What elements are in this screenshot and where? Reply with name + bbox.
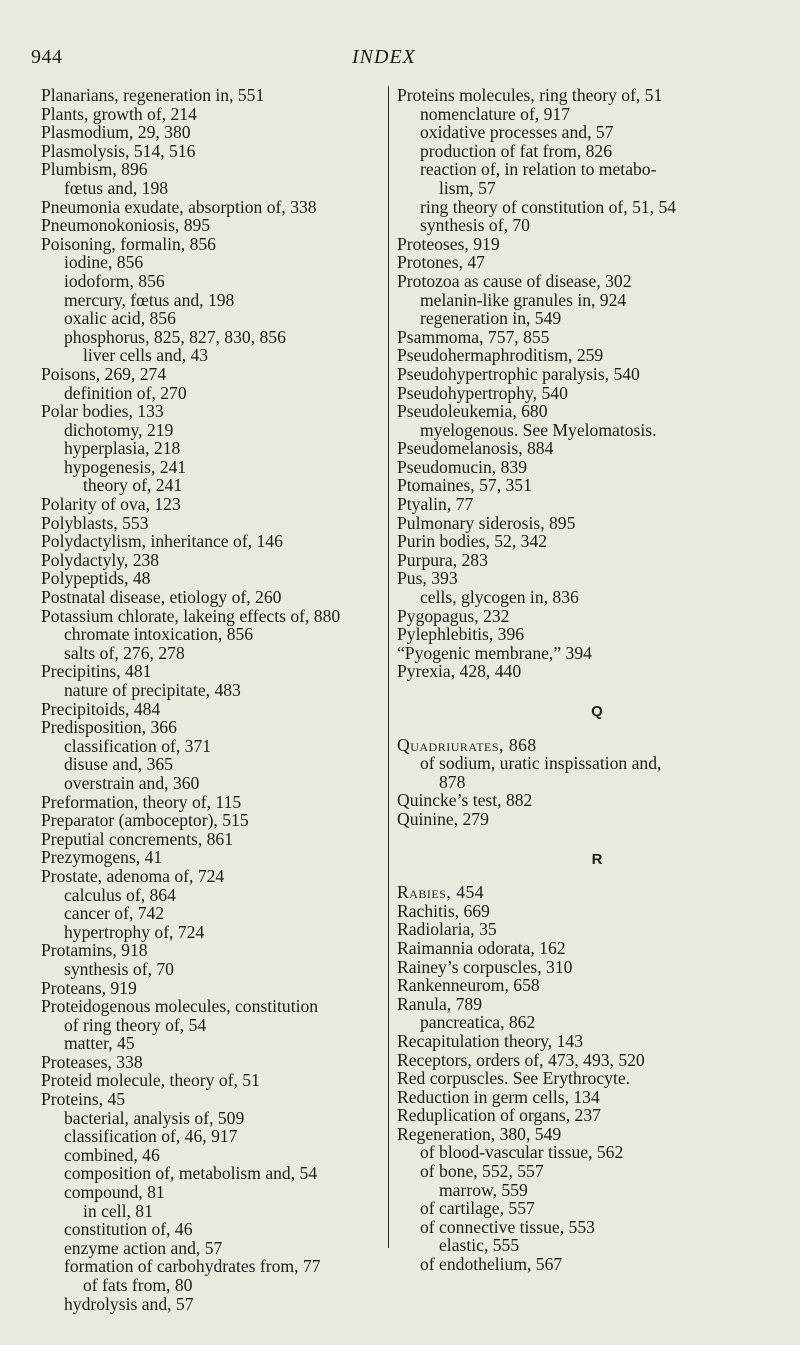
index-entry: Pseudoleukemia, 680	[397, 401, 548, 422]
running-head: INDEX	[352, 46, 416, 68]
index-entry: Precipitins, 481	[41, 661, 152, 682]
index-entry: Quincke’s test, 882	[397, 790, 533, 811]
index-entry: Proteases, 338	[41, 1051, 143, 1072]
index-entry: Poisons, 269, 274	[41, 363, 167, 384]
index-entry: Rainey’s corpuscles, 310	[397, 956, 573, 977]
index-entry: dichotomy, 219	[64, 419, 174, 440]
section-letter-r: R	[591, 850, 603, 868]
index-entry: Prostate, adenoma of, 724	[41, 865, 225, 886]
index-entry: of endothelium, 567	[420, 1254, 563, 1275]
index-entry: Pyrexia, 428, 440	[397, 661, 522, 682]
index-entry: classification of, 371	[64, 735, 212, 756]
index-entry: Polyblasts, 553	[41, 512, 149, 533]
index-entry: Preputial concrements, 861	[41, 828, 234, 849]
index-entry: nomenclature of, 917	[420, 103, 570, 124]
index-entry: Recapitulation theory, 143	[397, 1030, 583, 1051]
index-entry: Protones, 47	[397, 252, 485, 273]
index-entry: Predisposition, 366	[41, 717, 177, 738]
right-column	[397, 86, 797, 1274]
index-entry: reaction of, in relation to metabo-	[420, 159, 657, 180]
index-entry: marrow, 559	[439, 1179, 528, 1200]
index-entry: cancer of, 742	[64, 903, 165, 924]
index-entry: in cell, 81	[83, 1200, 153, 1221]
index-entry: cells, glycogen in, 836	[420, 587, 579, 608]
index-entry: Proteoses, 919	[397, 233, 500, 254]
index-entry: Pseudohermaphroditism, 259	[397, 345, 604, 366]
index-entry: hypertrophy of, 724	[64, 921, 205, 942]
index-entry: definition of, 270	[64, 382, 187, 403]
index-entry: Rabies, 454	[397, 882, 485, 903]
index-entry: Pseudomelanosis, 884	[397, 438, 554, 459]
index-entry: phosphorus, 825, 827, 830, 856	[64, 326, 286, 347]
index-entry: Quadriurates, 868	[397, 734, 537, 755]
index-entry: ring theory of constitution of, 51, 54	[420, 196, 677, 217]
index-entry: hypogenesis, 241	[64, 456, 187, 477]
index-entry: composition of, metabolism and, 54	[64, 1163, 318, 1184]
index-entry: classification of, 46, 917	[64, 1126, 238, 1147]
index-entry: of ring theory of, 54	[64, 1014, 207, 1035]
index-entry: regeneration in, 549	[420, 308, 562, 329]
index-entry: Proteins, 45	[41, 1089, 126, 1110]
index-entry: myelogenous. See Myelomatosis.	[420, 419, 657, 440]
index-entry: Ranula, 789	[397, 993, 483, 1014]
page-number: 944	[31, 46, 63, 68]
index-entry: constitution of, 46	[64, 1219, 193, 1240]
index-entry: Proteans, 919	[41, 977, 137, 998]
index-entry: Proteins molecules, ring theory of, 51	[397, 85, 663, 105]
index-entry: Plasmolysis, 514, 516	[41, 140, 196, 161]
p-entries	[397, 86, 797, 681]
index-entry: Reduction in germ cells, 134	[397, 1086, 600, 1107]
index-entry: combined, 46	[64, 1144, 160, 1165]
index-entry: oxalic acid, 856	[64, 308, 176, 329]
index-entry: Rachitis, 669	[397, 900, 490, 921]
index-entry: Red corpuscles. See Erythrocyte.	[397, 1068, 631, 1089]
index-entry: Protozoa as cause of disease, 302	[397, 270, 632, 291]
index-entry: Prezymogens, 41	[41, 847, 163, 868]
index-entry: Pneumonia exudate, absorption of, 338	[41, 196, 317, 217]
index-entry: Purin bodies, 52, 342	[397, 531, 548, 552]
index-entry: of bone, 552, 557	[420, 1161, 544, 1182]
index-entry: Preformation, theory of, 115	[41, 791, 242, 812]
index-entry: mercury, fœtus and, 198	[64, 289, 235, 310]
index-entry: Postnatal disease, etiology of, 260	[41, 587, 282, 608]
index-entry: Raimannia odorata, 162	[397, 937, 566, 958]
index-entry: Polydactyly, 238	[41, 549, 160, 570]
index-entry: Quinine, 279	[397, 808, 489, 829]
index-entry: Polarity of ova, 123	[41, 494, 181, 515]
index-entry: disuse and, 365	[64, 754, 173, 775]
index-entry: Pus, 393	[397, 568, 458, 589]
index-entry: Receptors, orders of, 473, 493, 520	[397, 1049, 645, 1070]
index-entry: Reduplication of organs, 237	[397, 1105, 601, 1126]
index-entry: production of fat from, 826	[420, 140, 613, 161]
index-entry: Ptyalin, 77	[397, 494, 474, 515]
index-entry: of blood-vascular tissue, 562	[420, 1142, 624, 1163]
index-entry: of connective tissue, 553	[420, 1216, 595, 1237]
index-entry: enzyme action and, 57	[64, 1237, 223, 1258]
index-entry: Rankenneurom, 658	[397, 975, 540, 996]
index-entry: lism, 57	[439, 177, 496, 198]
index-entry: formation of carbohydrates from, 77	[64, 1256, 321, 1277]
index-entry: Ptomaines, 57, 351	[397, 475, 532, 496]
index-entry: Pseudohypertrophic paralysis, 540	[397, 363, 640, 384]
index-entry: nature of precipitate, 483	[64, 680, 241, 700]
q-entries	[397, 736, 797, 829]
index-entry: Pulmonary siderosis, 895	[397, 512, 576, 533]
index-entry: Preparator (amboceptor), 515	[41, 810, 249, 831]
index-entry: Planarians, regeneration in, 551	[41, 85, 265, 105]
left-column	[41, 86, 391, 1313]
index-entry: melanin-like granules in, 924	[420, 289, 627, 310]
index-entry: Psammoma, 757, 855	[397, 326, 550, 347]
index-entry: 878	[439, 771, 466, 792]
index-entry: elastic, 555	[439, 1235, 520, 1256]
index-entry: Pseudohypertrophy, 540	[397, 382, 568, 403]
index-entry: iodoform, 856	[64, 270, 165, 291]
index-entry: Radiolaria, 35	[397, 919, 497, 940]
index-entry: Polydactylism, inheritance of, 146	[41, 531, 283, 552]
index-entry: bacterial, analysis of, 509	[64, 1107, 245, 1128]
index-entry: Poisoning, formalin, 856	[41, 233, 216, 254]
index-entry: Pseudomucin, 839	[397, 456, 527, 477]
index-entry: Polypeptids, 48	[41, 568, 151, 589]
r-entries	[397, 883, 797, 1273]
index-entry: Polar bodies, 133	[41, 401, 164, 422]
index-entry: Proteid molecule, theory of, 51	[41, 1070, 260, 1091]
index-entry: Plants, growth of, 214	[41, 103, 197, 124]
index-entry: liver cells and, 43	[83, 345, 209, 366]
index-entry: Pygopagus, 232	[397, 605, 510, 626]
index-entry: synthesis of, 70	[64, 958, 174, 979]
index-entry: of cartilage, 557	[420, 1198, 535, 1219]
index-entry: Pylephlebitis, 396	[397, 624, 525, 645]
index-entry: “Pyogenic membrane,” 394	[397, 642, 592, 663]
index-entry: Plumbism, 896	[41, 159, 148, 180]
index-entry: overstrain and, 360	[64, 772, 200, 793]
index-entry: theory of, 241	[83, 475, 183, 496]
index-entry: synthesis of, 70	[420, 215, 530, 236]
index-entry: oxidative processes and, 57	[420, 122, 614, 143]
index-entry: Pneumonokoniosis, 895	[41, 215, 211, 236]
index-entry: Plasmodium, 29, 380	[41, 122, 191, 143]
section-letter-q: Q	[591, 703, 603, 720]
index-entry: Proteidogenous molecules, constitution	[41, 996, 319, 1017]
index-entry: compound, 81	[64, 1182, 165, 1203]
index-entry: of fats from, 80	[83, 1275, 193, 1295]
index-entry: chromate intoxication, 856	[64, 624, 254, 645]
index-entry: salts of, 276, 278	[64, 642, 185, 663]
index-entry: hydrolysis and, 57	[64, 1293, 194, 1314]
index-entry: of sodium, uratic inspissation and,	[420, 753, 662, 774]
index-entry: fœtus and, 198	[64, 177, 169, 198]
index-entry: pancreatica, 862	[420, 1012, 536, 1033]
index-entry: calculus of, 864	[64, 884, 176, 905]
index-entry: Regeneration, 380, 549	[397, 1123, 562, 1144]
index-entry: hyperplasia, 218	[64, 438, 181, 459]
index-entry: Protamins, 918	[41, 940, 148, 961]
index-entry: Potassium chlorate, lakeing effects of, 880	[41, 605, 341, 626]
index-entry: iodine, 856	[64, 252, 144, 273]
index-entry: Purpura, 283	[397, 549, 488, 570]
index-entry: matter, 45	[64, 1033, 135, 1054]
index-entry: Precipitoids, 484	[41, 698, 161, 719]
